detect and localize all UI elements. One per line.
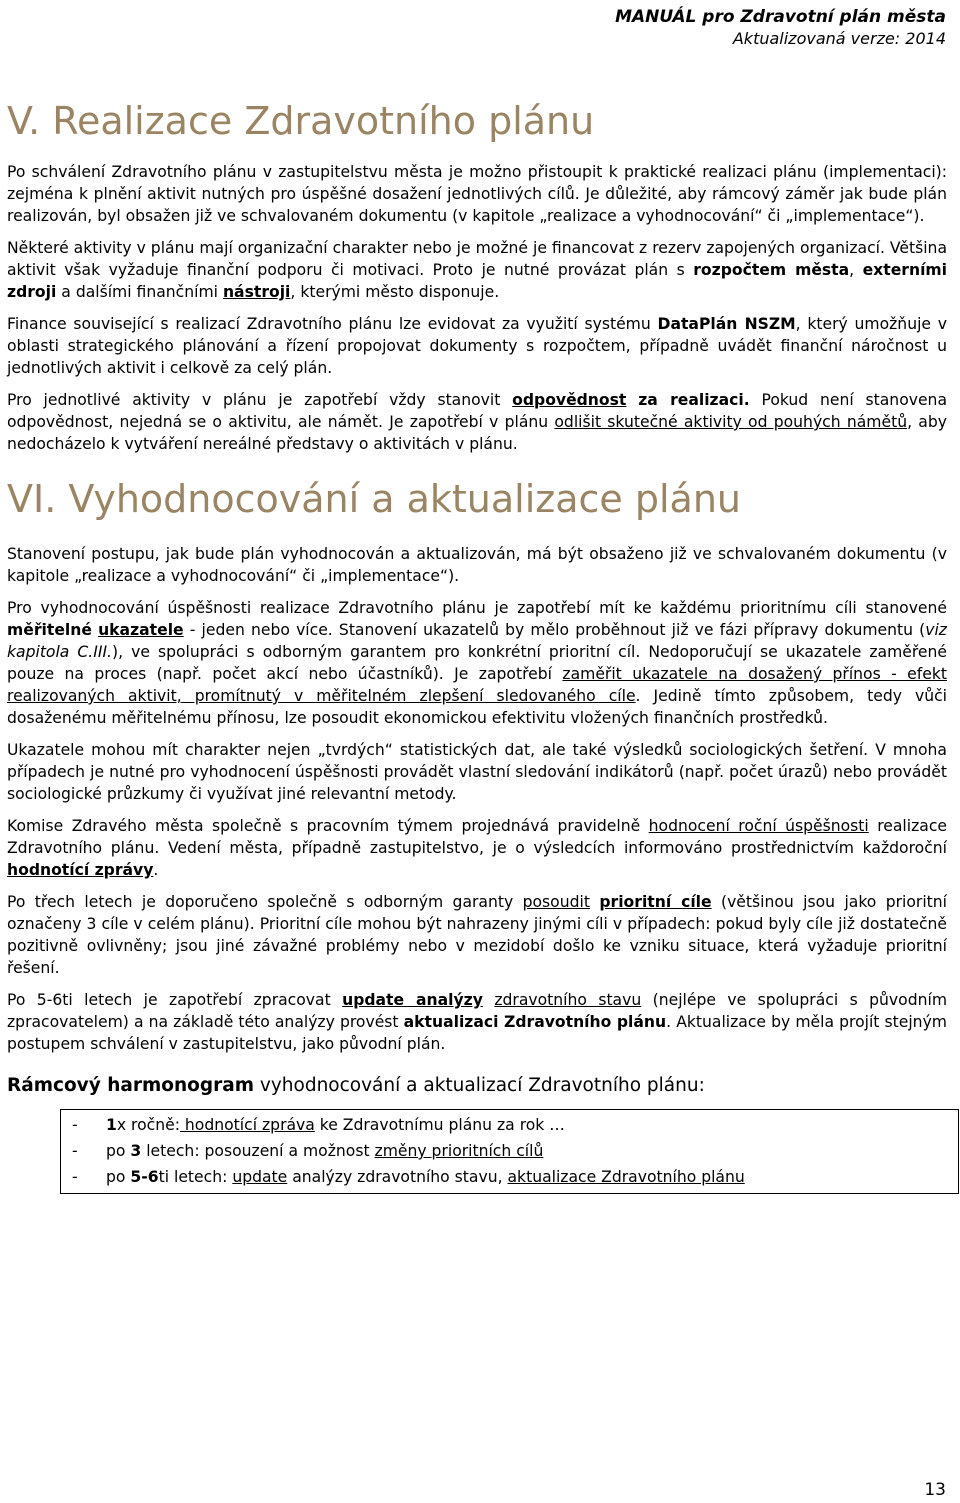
bold-text: DataPlán NSZM: [657, 315, 796, 333]
schedule-row: [61, 1138, 958, 1164]
paragraph: [7, 389, 947, 455]
schedule-title-bold: Rámcový harmonogram: [7, 1075, 255, 1096]
paragraph: [7, 597, 947, 729]
paragraph: [7, 313, 947, 379]
paragraph: [7, 739, 947, 805]
section-heading-realizace: V. Realizace Zdravotního plánu: [7, 99, 595, 143]
text-run: Komise Zdravého města společně s pracovním týmem projednává pravidelně: [7, 817, 649, 835]
text-run: Finance související s realizací Zdravotního plánu lze evidovat za využití systému: [7, 315, 658, 333]
text-run: [626, 391, 638, 409]
bold-text: za realizaci.: [638, 391, 750, 409]
text-run: (nejlépe ve spolupráci s původním zpracovatelem) a na základě této analýzy provést: [7, 991, 948, 1031]
text-run: [483, 991, 494, 1009]
schedule-row-text: [106, 1138, 543, 1164]
bold-underlined-text: prioritní cíle: [599, 893, 712, 911]
bold-underlined-text: ukazatele: [98, 621, 184, 639]
text-run: . Aktualizace by měla projít stejným postupem schválení v zastupitelstvu, jako původní plán.: [7, 1013, 947, 1053]
bold-text: měřitelné: [7, 621, 92, 639]
bold-underlined-text: hodnotící zprávy: [7, 861, 154, 879]
text-run: Po třech letech je doporučeno společně s odborným garanty: [7, 893, 523, 911]
paragraph: [7, 815, 947, 881]
bold-text: 5-6: [130, 1168, 159, 1186]
underlined-text: zaměřit ukazatele na dosažený přínos - efekt realizovaných aktivit, promítnutý v měřitelném zlepšení sledovaného cíle: [7, 665, 947, 705]
text-run: , který umožňuje v oblasti strategického plánování a řízení propojovat dokumenty s rozpočtem, případně uvádět finanční náročnost u jednotlivých aktivit i celkově za celý plán.: [7, 315, 947, 377]
text-run: Některé aktivity v plánu mají organizační charakter nebo je možné je financovat z rezerv zapojených organizací. Většina aktivit však vyžaduje finanční podporu či motivaci. Proto je nutné provázat plán s: [7, 239, 947, 279]
text-run: ), ve spolupráci s odborným garantem pro konkrétní prioritní cíl. Nedoporučují se ukazatele zaměřené pouze na proces (např. počet akcí nebo účastníků). Je zapotřebí: [7, 643, 947, 683]
text-run: . Jedině tímto způsobem, tedy vůči dosaženému měřitelnému přínosu, lze posoudit ekonomickou efektivitu vložených finančních prostředků.: [7, 687, 947, 727]
document-body: [7, 95, 947, 1194]
text-run: ke Zdravotnímu plánu za rok …: [314, 1116, 565, 1134]
text-run: Pro jednotlivé aktivity v plánu je zapotřebí vždy stanovit: [7, 391, 513, 409]
text-run: ti letech:: [158, 1168, 233, 1186]
schedule-title-rest: vyhodnocování a aktualizací Zdravotního plánu:: [254, 1075, 705, 1096]
text-run: a dalšími finančními: [56, 283, 223, 301]
bold-text: rozpočtem města: [693, 261, 850, 279]
page-header: [615, 6, 946, 50]
underlined-text: hodnotící zpráva: [179, 1116, 315, 1134]
text-run: Pokud není stanovena odpovědnost, nejedná se o aktivitu, ale námět. Je zapotřebí v plánu: [7, 391, 947, 431]
list-dash: -: [72, 1168, 78, 1186]
section-heading-vyhodnocovani: VI. Vyhodnocování a aktualizace plánu: [7, 477, 742, 521]
page-number: 13: [924, 1480, 946, 1500]
bold-text: externími zdroji: [7, 261, 948, 301]
underlined-text: změny prioritních cílů: [374, 1142, 544, 1160]
list-dash: -: [72, 1116, 78, 1134]
paragraph: [7, 891, 947, 979]
underlined-text: posoudit: [522, 893, 590, 911]
paragraph-text: Ukazatele mohou mít charakter nejen „tvrdých“ statistických dat, ale také výsledků sociologických šetření. V mnoha případech je nutné pro vyhodnocení úspěšnosti provádět vlastní sledování indikátorů (např. počet úrazů) nebo provádět sociologické průzkumy či využívat jiné relevantní metody.: [7, 741, 947, 803]
bold-text: 1: [106, 1116, 117, 1134]
underlined-text: zdravotního stavu: [494, 991, 642, 1009]
text-run: letech: posouzení a možnost: [141, 1142, 375, 1160]
schedule-row-text: [106, 1164, 745, 1190]
schedule-row: [61, 1112, 958, 1138]
schedule-title: [7, 1073, 947, 1099]
text-run: (většinou jsou jako prioritní označeny 3 cíle v celém plánu). Prioritní cíle mohou být nahrazeny jinými cíli v případech: pokud byly cíle již dostatečně pozitivně ovlivněny; jsou jiné závažné problémy nebo v mezidobí došlo ke vzniku situace, která vyžaduje prioritní řešení.: [7, 893, 948, 977]
text-run: po: [106, 1168, 131, 1186]
schedule-box: [60, 1109, 959, 1194]
bold-underlined-text: update analýzy: [342, 991, 483, 1009]
text-run: analýzy zdravotního stavu,: [287, 1168, 508, 1186]
underlined-text: update: [232, 1168, 288, 1186]
text-run: realizace Zdravotního plánu. Vedení města, případně zastupitelstvo, je o výsledcích informováno prostřednictvím každoroční: [7, 817, 948, 857]
underlined-text: aktualizace Zdravotního plánu: [507, 1168, 745, 1186]
text-run: .: [153, 861, 159, 879]
paragraph: [7, 543, 947, 587]
paragraph: [7, 161, 947, 227]
bold-text: aktualizaci Zdravotního plánu: [403, 1013, 667, 1031]
text-run: po: [106, 1142, 131, 1160]
manual-title: MANUÁL pro Zdravotní plán města: [615, 7, 946, 27]
text-run: , aby nedocházelo k vytváření nereálné představy o aktivitách v plánu.: [7, 413, 947, 453]
text-run: Pro vyhodnocování úspěšnosti realizace Zdravotního plánu je zapotřebí mít ke každému prioritnímu cíli stanovené: [7, 599, 947, 617]
paragraph-text: Stanovení postupu, jak bude plán vyhodnocován a aktualizován, má být obsaženo již ve schvalovaném dokumentu (v kapitole „realizace a vyhodnocování“ či „implementace“).: [7, 545, 947, 585]
underlined-text: hodnocení roční úspěšnosti: [648, 817, 869, 835]
text-run: [590, 893, 599, 911]
text-run: - jeden nebo více. Stanovení ukazatelů by mělo proběhnout již ve fázi přípravy dokumentu (: [183, 621, 926, 639]
text-run: x ročně:: [116, 1116, 180, 1134]
bold-text: 3: [130, 1142, 142, 1160]
bold-underlined-text: nástroji: [222, 283, 291, 301]
paragraph-text: Po schválení Zdravotního plánu v zastupitelstvu města je možno přistoupit k praktické realizaci plánu (implementaci): zejména k plnění aktivit nutných pro úspěšné dosažení jednotlivých cílů. Je důležité, aby rámcový záměr jak bude plán realizován, byl obsažen již ve schvalovaném dokumentu (v kapitole „realizace a vyhodnocování“ či „implementace“).: [7, 163, 947, 225]
version-label: Aktualizovaná verze: 2014: [732, 29, 946, 48]
schedule-row-text: [106, 1112, 565, 1138]
text-run: Po 5-6ti letech je zapotřebí zpracovat: [7, 991, 343, 1009]
text-run: , kterými město disponuje.: [290, 283, 500, 301]
text-run: ,: [849, 261, 863, 279]
paragraph: [7, 989, 947, 1055]
underlined-text: odlišit skutečné aktivity od pouhých námětů: [554, 413, 908, 431]
italic-text: viz kapitola C.III.: [7, 621, 947, 661]
bold-underlined-text: odpovědnost: [512, 391, 627, 409]
list-dash: -: [72, 1142, 78, 1160]
paragraph: [7, 237, 947, 303]
schedule-row: [61, 1164, 958, 1190]
